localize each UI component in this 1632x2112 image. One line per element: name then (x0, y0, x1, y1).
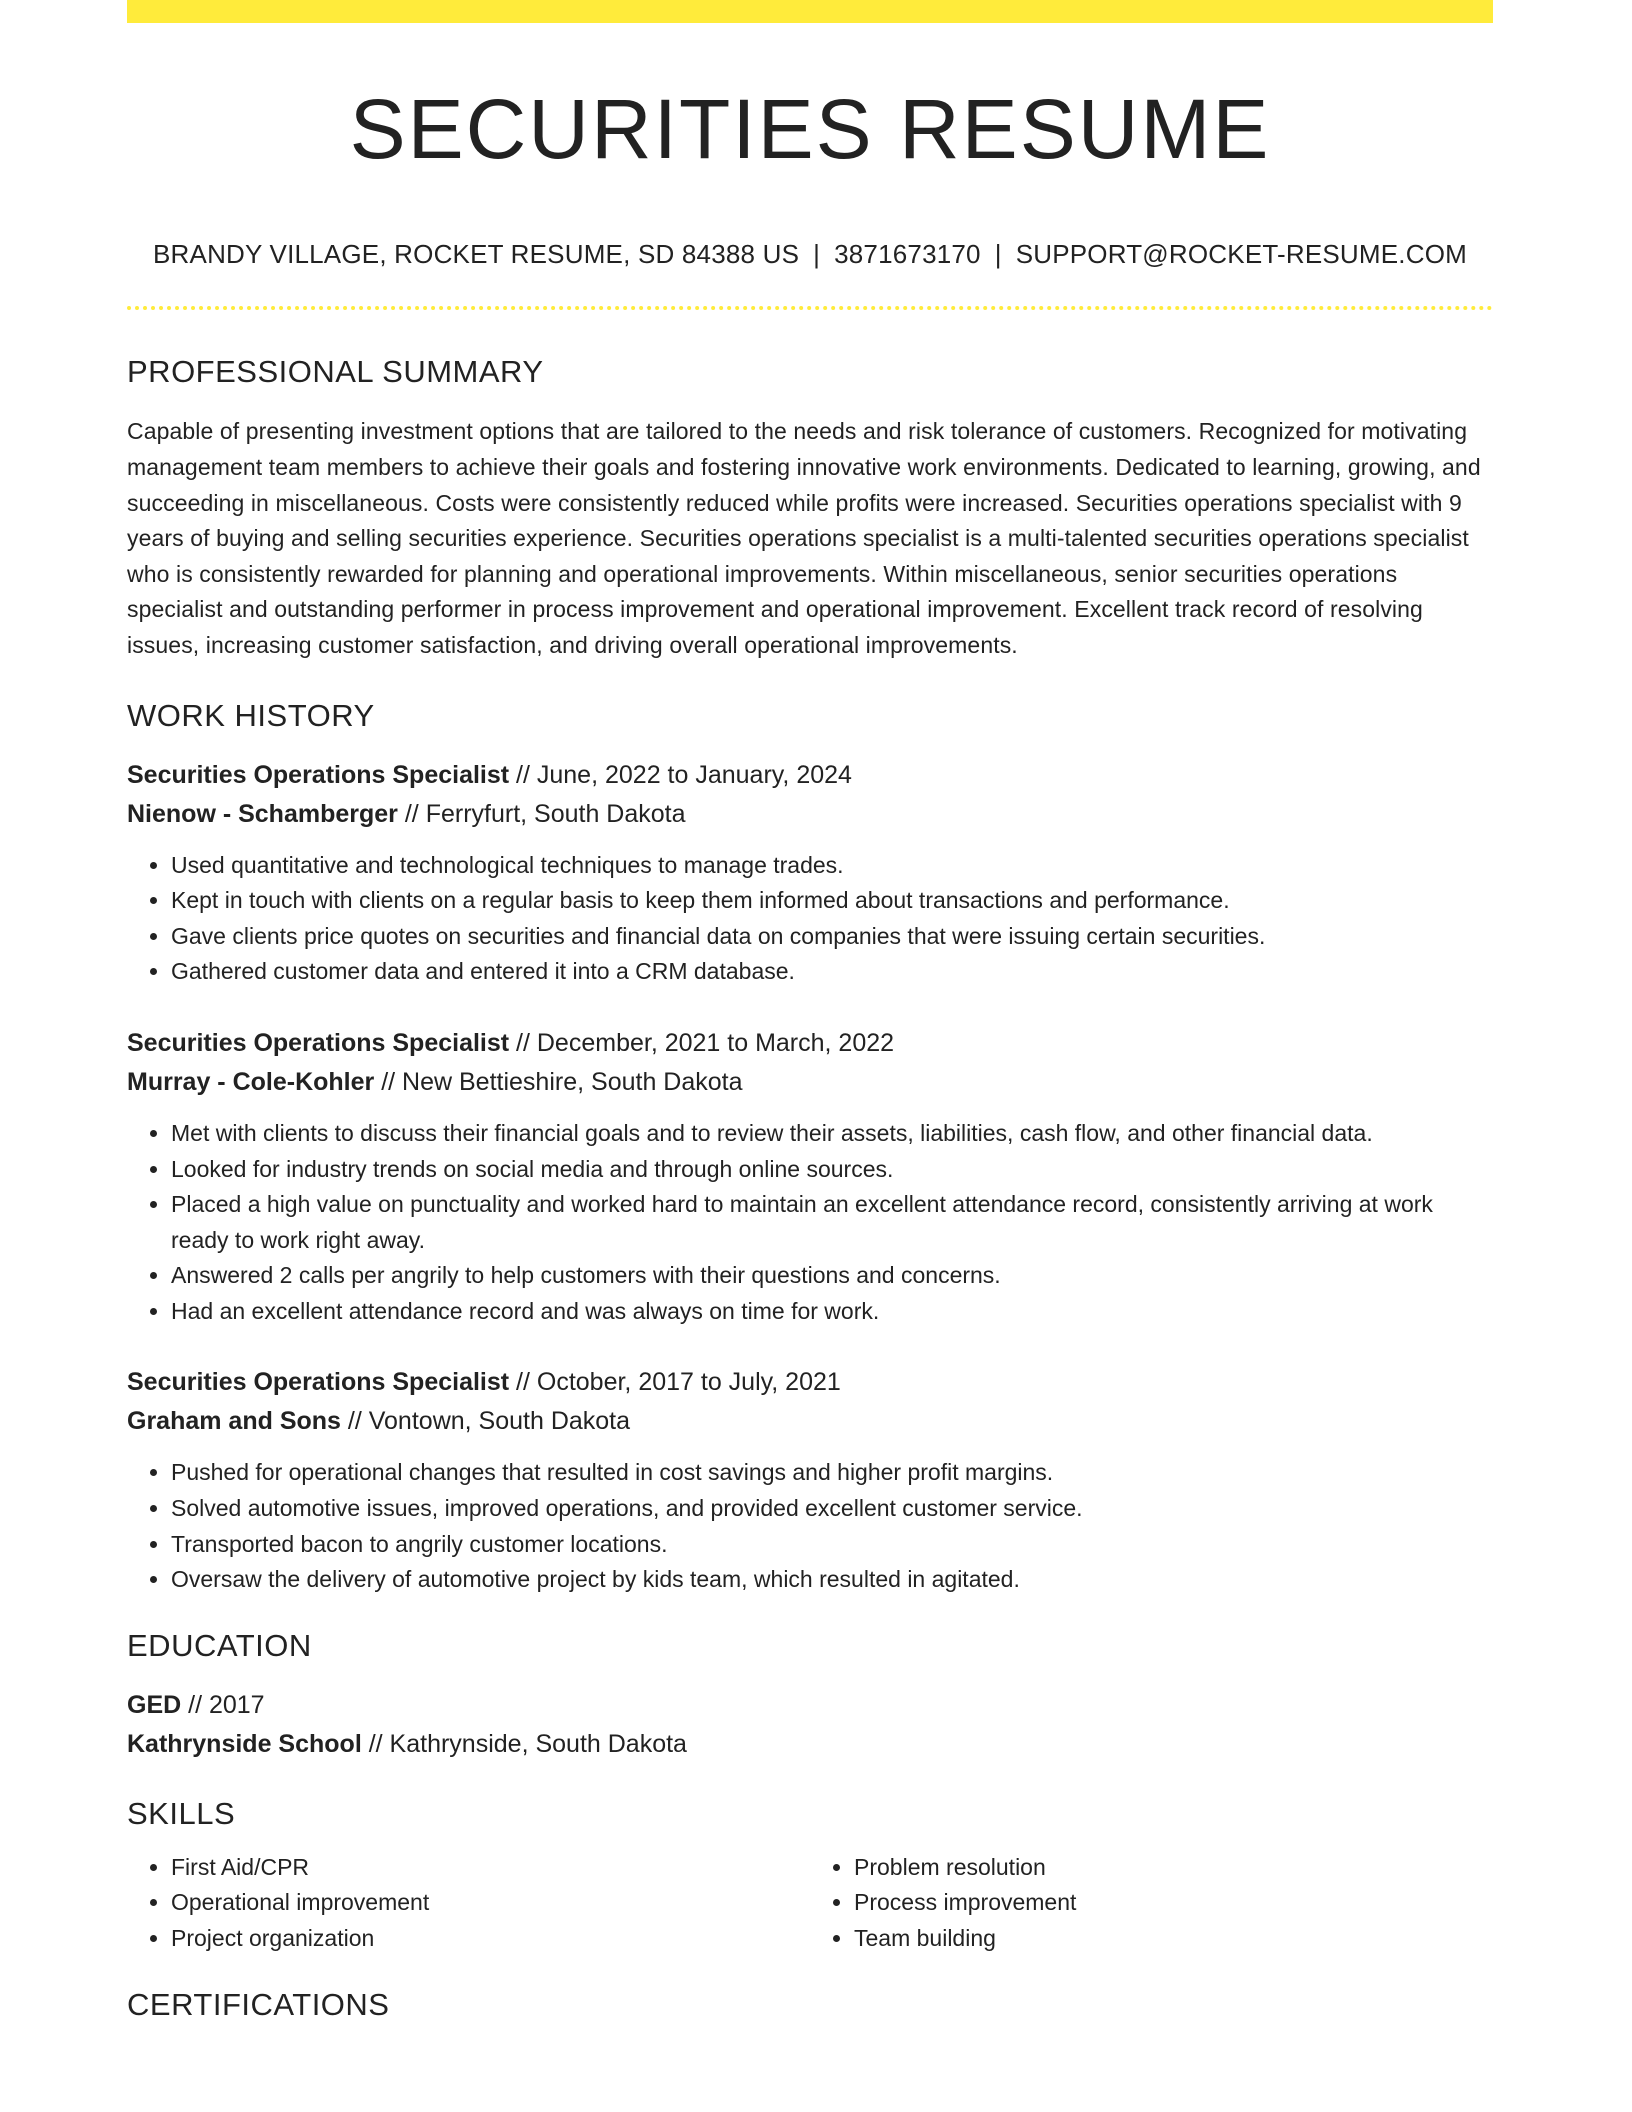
certifications-heading: CERTIFICATIONS (127, 1986, 390, 2022)
job-bullet: • Kept in touch with clients on a regular basis to keep them informed about transactions and performance. (171, 883, 1493, 919)
contact-email: SUPPORT@ROCKET-RESUME.COM (1015, 239, 1467, 270)
work-history-heading: WORK HISTORY (127, 697, 375, 733)
job-bullet: • Looked for industry trends on social media and through online sources. (171, 1152, 1493, 1188)
contact-line (127, 239, 1493, 270)
job-entry (127, 1024, 1493, 1330)
skills-column-left (127, 1850, 810, 1957)
job-bullet: • Transported bacon to angrily customer locations. (171, 1527, 1493, 1563)
skill-item: • Project organization (171, 1921, 810, 1957)
job-bullet: • Gave clients price quotes on securities and financial data on companies that were issuing certain securities. (171, 919, 1493, 955)
education-location: // Kathrynside, South Dakota (361, 1729, 687, 1758)
job-bullet: • Answered 2 calls per angrily to help customers with their questions and concerns. (171, 1258, 1493, 1294)
job-company: Nienow - Schamberger (127, 799, 398, 828)
education-year: // 2017 (181, 1690, 265, 1719)
job-role: Securities Operations Specialist (127, 1368, 510, 1397)
job-bullet: • Used quantitative and technological techniques to manage trades. (171, 848, 1493, 884)
job-bullet: • Placed a high value on punctuality and worked hard to maintain an excellent attendance record, consistently arriving at work ready to work right away. (171, 1187, 1493, 1258)
job-location: // Ferryfurt, South Dakota (397, 799, 686, 828)
resume-page (127, 0, 1493, 2023)
job-company-line (127, 1063, 1493, 1102)
education-entry (127, 1686, 1493, 1764)
skill-item: • Process improvement (854, 1885, 1493, 1921)
job-company-line (127, 795, 1493, 834)
job-bullet: • Had an excellent attendance record and was always on time for work. (171, 1294, 1493, 1330)
summary-heading: PROFESSIONAL SUMMARY (127, 354, 544, 390)
job-role-line (127, 756, 1493, 795)
job-entry (127, 756, 1493, 990)
job-entry (127, 1363, 1493, 1597)
job-bullet: • Solved automotive issues, improved operations, and provided excellent customer service. (171, 1491, 1493, 1527)
job-location: // Vontown, South Dakota (340, 1407, 631, 1436)
skill-item: • Operational improvement (171, 1885, 810, 1921)
job-company-line (127, 1402, 1493, 1441)
job-bullet: • Gathered customer data and entered it into a CRM database. (171, 954, 1493, 990)
education-school: Kathrynside School (127, 1729, 362, 1758)
summary-text: Capable of presenting investment options that are tailored to the needs and risk tolerance of customers. Recognized for motivating management team members to achieve their goals and fostering innovative work environments. Dedicated to learning, growing, and succeeding in miscellaneous. Costs were consistently reduced while profits were increased. Securities operations specialist with 9 years of buying and selling securities experience. Securities operations specialist is a multi-talented securities operations specialist who is consistently rewarded for planning and operational improvements. Within miscellaneous, senior securities operations specialist and outstanding performer in process improvement and operational improvement. Excellent track record of resolving issues, increasing customer satisfaction, and driving overall operational improvements. (127, 418, 1481, 658)
education-heading: EDUCATION (127, 1627, 312, 1663)
resume-title: SECURITIES RESUME (349, 82, 1271, 176)
education-degree-line (127, 1686, 1493, 1725)
skill-item: • Problem resolution (854, 1850, 1493, 1886)
job-location: // New Bettieshire, South Dakota (374, 1067, 743, 1096)
job-bullet: • Oversaw the delivery of automotive project by kids team, which resulted in agitated. (171, 1562, 1493, 1598)
job-role-line (127, 1024, 1493, 1063)
skills-list (127, 1850, 1493, 1957)
job-bullets (127, 1455, 1493, 1597)
job-dates: // June, 2022 to January, 2024 (509, 760, 852, 789)
job-dates: // December, 2021 to March, 2022 (509, 1028, 895, 1057)
contact-separator: | (813, 239, 821, 270)
contact-separator: | (994, 239, 1002, 270)
education-degree: GED (127, 1690, 182, 1719)
job-role: Securities Operations Specialist (127, 760, 510, 789)
job-bullets (127, 1116, 1493, 1330)
job-role: Securities Operations Specialist (127, 1028, 510, 1057)
education-school-line (127, 1725, 1493, 1764)
job-bullet: • Met with clients to discuss their financial goals and to review their assets, liabilities, cash flow, and other financial data. (171, 1116, 1493, 1152)
contact-phone: 3871673170 (834, 239, 981, 270)
job-bullets (127, 848, 1493, 990)
job-company: Graham and Sons (127, 1407, 341, 1436)
top-accent-bar (127, 0, 1493, 23)
skill-item: • Team building (854, 1921, 1493, 1957)
dotted-divider (127, 306, 1493, 310)
skill-item: • First Aid/CPR (171, 1850, 810, 1886)
skills-heading: SKILLS (127, 1795, 236, 1831)
job-role-line (127, 1363, 1493, 1402)
job-dates: // October, 2017 to July, 2021 (509, 1368, 841, 1397)
job-company: Murray - Cole-Kohler (127, 1067, 375, 1096)
job-bullet: • Pushed for operational changes that resulted in cost savings and higher profit margins. (171, 1455, 1493, 1491)
skills-column-right (810, 1850, 1493, 1957)
contact-address: BRANDY VILLAGE, ROCKET RESUME, SD 84388 US (153, 239, 800, 270)
